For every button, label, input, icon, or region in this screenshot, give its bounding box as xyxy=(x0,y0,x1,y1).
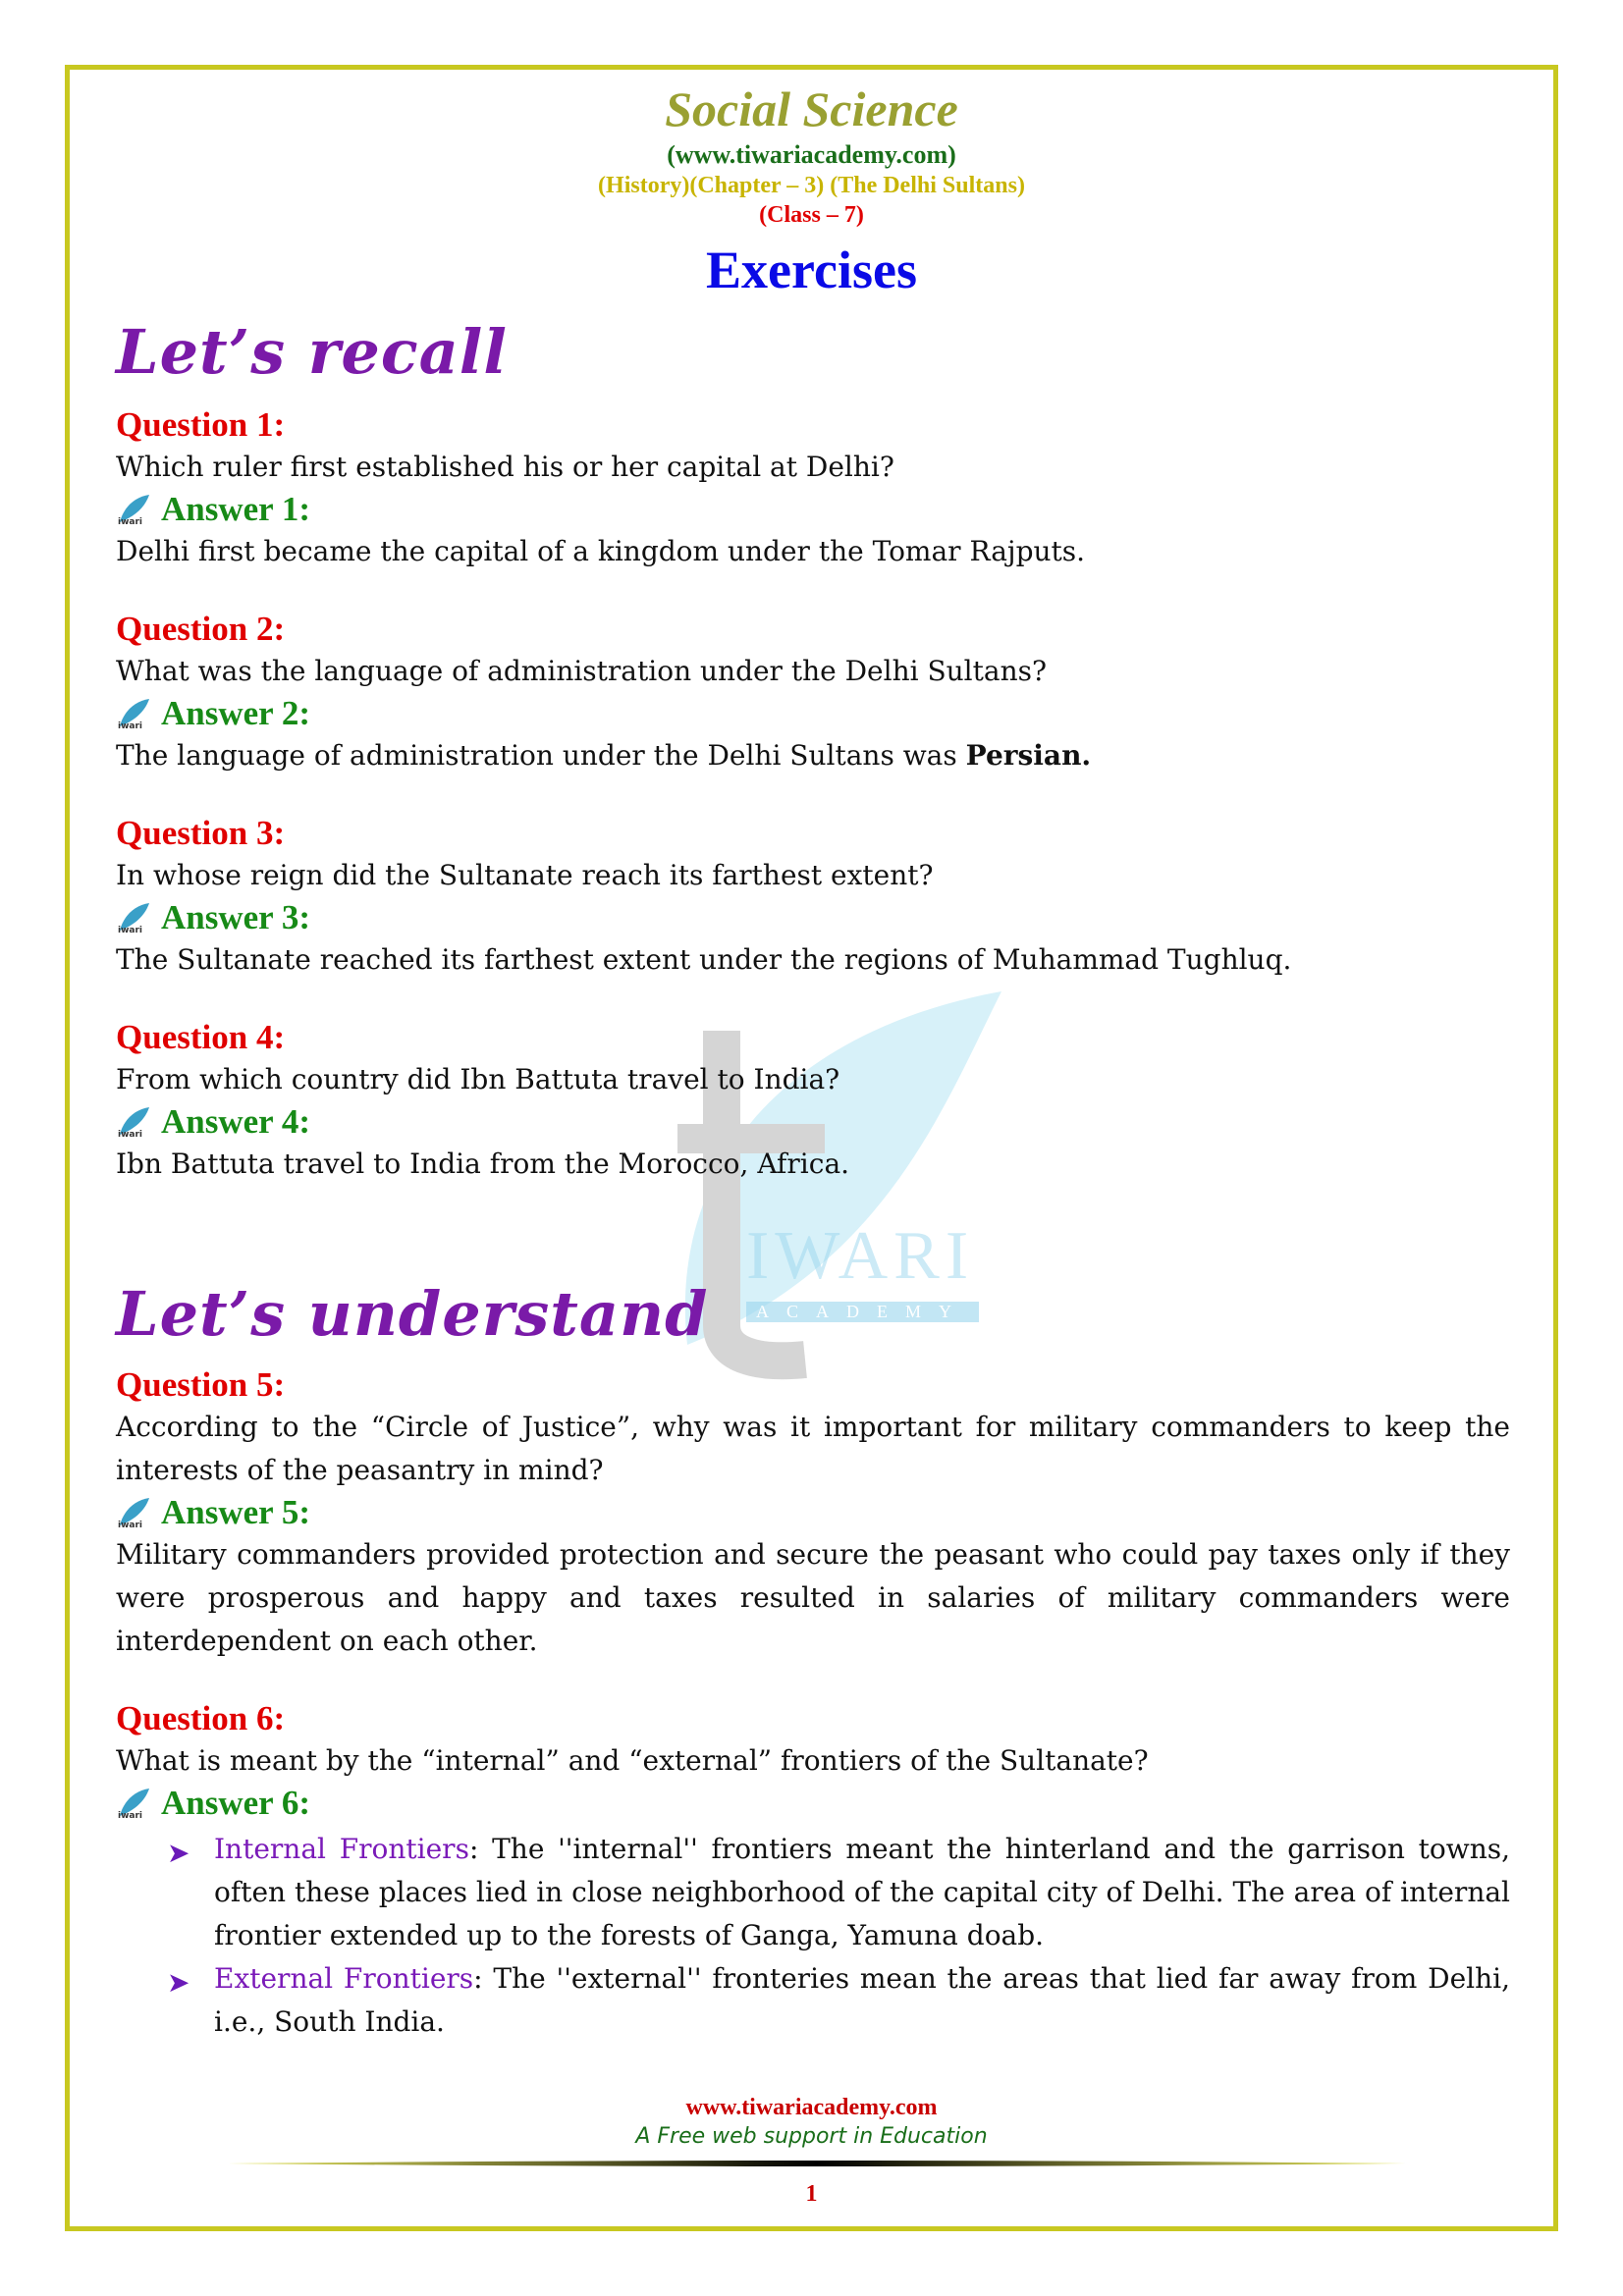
arrow-bullet-icon: ➤ xyxy=(167,1837,190,1869)
answer-label: Answer 1: xyxy=(161,490,310,528)
answer-heading xyxy=(116,1783,1510,1824)
question-heading: Question 1: xyxy=(116,405,286,444)
answer-label: Answer 2: xyxy=(161,694,310,732)
svg-text:iwari: iwari xyxy=(118,1130,142,1139)
question-text: What was the language of administration under the Delhi Sultans? xyxy=(116,655,1047,687)
page-footer xyxy=(0,2093,1623,2152)
answer-label: Answer 4: xyxy=(161,1102,310,1141)
feather-pen-icon xyxy=(116,493,153,526)
feather-pen-icon xyxy=(116,1787,153,1820)
question-text: In whose reign did the Sultanate reach its farthest extent? xyxy=(116,859,934,891)
answer-bold-term: Persian. xyxy=(965,739,1092,772)
watermark-sub: ACADEMY xyxy=(746,1302,979,1322)
subject-title: Social Science xyxy=(665,81,958,136)
answer-text: The Sultanate reached its farthest extent under the regions of Muhammad Tughluq. xyxy=(116,943,1292,976)
svg-text:iwari: iwari xyxy=(118,926,142,934)
footer-tagline: A Free web support in Education xyxy=(635,2124,988,2149)
answer-text: Ibn Battuta travel to India from the Morocco, Africa. xyxy=(116,1148,850,1180)
qa-block xyxy=(116,404,1510,573)
feather-pen-icon xyxy=(116,1496,153,1529)
question-heading: Question 5: xyxy=(116,1365,286,1404)
svg-text:iwari: iwari xyxy=(118,517,142,526)
feather-pen-icon xyxy=(116,697,153,730)
term-description: : The ''internal'' frontiers meant the hinterland and the garrison towns, often these places lied in close neighborhood of the capital city of Delhi. The area of internal frontier extended up to the forests of Ganga, Yamuna doab. xyxy=(214,1833,1511,1951)
list-item xyxy=(167,1957,1510,2044)
answer-label: Answer 6: xyxy=(161,1784,310,1822)
exercises-heading: Exercises xyxy=(706,240,917,299)
feather-pen-icon xyxy=(116,901,153,934)
question-heading: Question 4: xyxy=(116,1018,286,1056)
feather-pen-icon xyxy=(116,1105,153,1139)
term-external: External Frontiers xyxy=(214,1962,474,1995)
answer-label: Answer 5: xyxy=(161,1493,310,1531)
term-description: : The ''external'' fronteries mean the areas that lied far away from Delhi, i.e., South India. xyxy=(214,1962,1510,2038)
chapter-line: (History)(Chapter – 3) (The Delhi Sultans) xyxy=(598,173,1025,198)
term-internal: Internal Frontiers xyxy=(214,1833,469,1865)
answer-heading xyxy=(116,1101,1510,1143)
list-item xyxy=(167,1828,1510,1957)
answer-heading xyxy=(116,897,1510,938)
qa-block xyxy=(116,1017,1510,1186)
qa-block xyxy=(116,1698,1510,2044)
answer-text: Delhi first became the capital of a kingdom under the Tomar Rajputs. xyxy=(116,535,1086,567)
question-text: From which country did Ibn Battuta travel to India? xyxy=(116,1063,840,1095)
question-text: According to the “Circle of Justice”, why was it important for military commanders to keep the interests of the peasantry in mind? xyxy=(116,1411,1510,1486)
question-heading: Question 6: xyxy=(116,1699,286,1737)
answer-label: Answer 3: xyxy=(161,898,310,936)
qa-block xyxy=(116,813,1510,982)
footer-site-link[interactable]: www.tiwariacademy.com xyxy=(685,2095,938,2120)
section-title-understand: Let’s understand xyxy=(116,1278,709,1350)
understand-content xyxy=(116,1364,1510,2044)
question-heading: Question 3: xyxy=(116,814,286,852)
svg-text:iwari: iwari xyxy=(118,1811,142,1820)
class-line: (Class – 7) xyxy=(759,202,864,228)
answer-text: Military commanders provided protection and secure the peasant who could pay taxes only if they were prosperous and happy and taxes resulted in salaries of military commanders were interdependent on each other. xyxy=(116,1538,1510,1657)
section-title-recall: Let’s recall xyxy=(116,316,508,388)
question-heading: Question 2: xyxy=(116,610,286,648)
arrow-bullet-icon: ➤ xyxy=(167,1966,190,1999)
answer-text: The language of administration under the Delhi Sultans was Persian. xyxy=(116,739,1092,772)
recall-content xyxy=(116,404,1510,1186)
frontiers-list xyxy=(116,1828,1510,2044)
page-number: 1 xyxy=(805,2181,818,2207)
svg-text:iwari: iwari xyxy=(118,1521,142,1529)
svg-text:iwari: iwari xyxy=(118,721,142,730)
question-text: Which ruler first established his or her capital at Delhi? xyxy=(116,451,894,483)
answer-heading xyxy=(116,489,1510,530)
question-text: What is meant by the “internal” and “external” frontiers of the Sultanate? xyxy=(116,1744,1149,1777)
footer-divider xyxy=(228,2160,1406,2167)
qa-block xyxy=(116,609,1510,777)
answer-heading xyxy=(116,1492,1510,1533)
qa-block xyxy=(116,1364,1510,1663)
watermark-brand: IWARI xyxy=(746,1218,975,1294)
answer-heading xyxy=(116,693,1510,734)
page-header xyxy=(0,79,1623,302)
header-site-link[interactable]: (www.tiwariacademy.com) xyxy=(667,140,956,169)
